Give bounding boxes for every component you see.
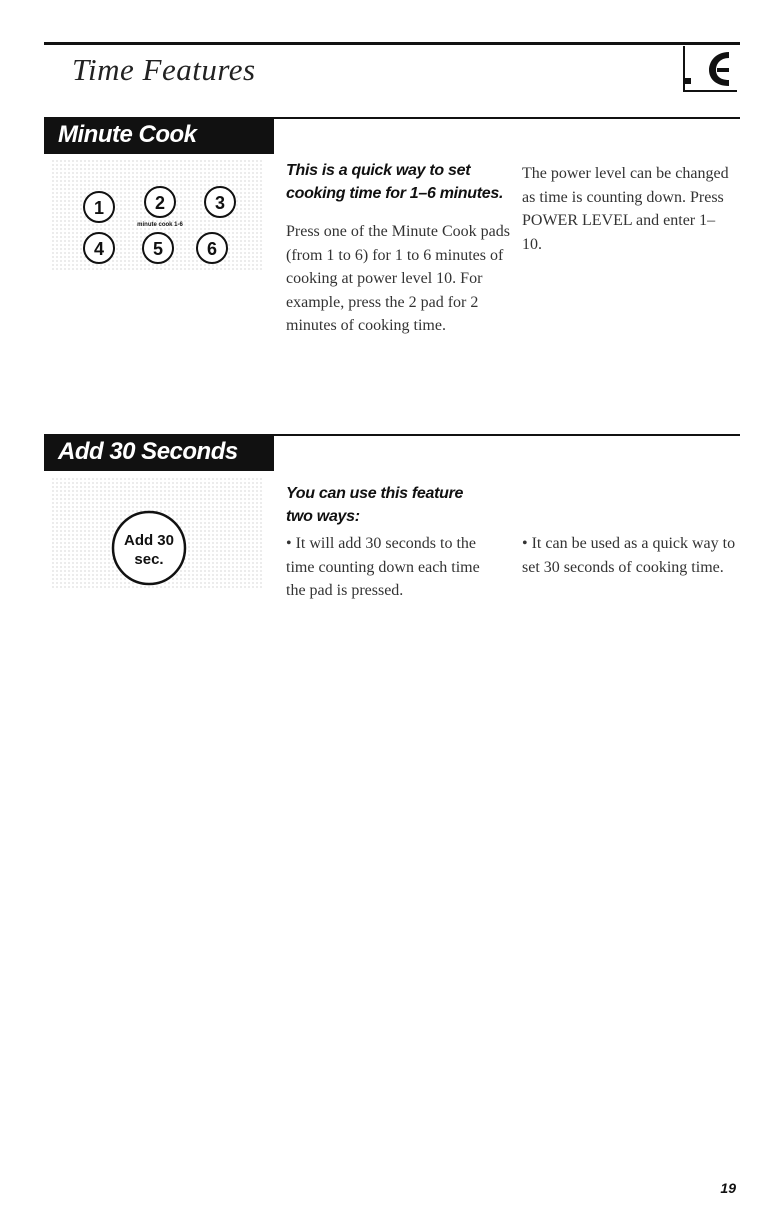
add-30-heading: You can use this feature two ways: — [286, 485, 464, 525]
minute-cook-side-note: The power level can be changed as time is counting down. Press POWER LEVEL and enter 1–10. — [522, 165, 729, 253]
add-30-seconds-button — [113, 512, 185, 584]
add-30-seconds-pad-graphic — [52, 478, 262, 593]
pad-3-button — [205, 187, 235, 217]
pad-4-button — [84, 233, 114, 263]
page-title: Time Features — [72, 52, 256, 87]
minute-cook-pads-graphic — [52, 160, 262, 275]
section-rule — [274, 434, 740, 436]
add-30-seconds-title: Add 30 Seconds — [58, 438, 238, 465]
add-30-seconds-band — [44, 434, 274, 471]
pad-5-button — [143, 233, 173, 263]
pad-6-button — [197, 233, 227, 263]
section-rule — [274, 117, 740, 119]
pad-caption: minute cook 1-6 — [137, 222, 183, 228]
minute-cook-title: Minute Cook — [58, 121, 197, 148]
page-number: 19 — [720, 1180, 736, 1196]
pad-4-label: 4 — [93, 239, 105, 259]
pad-1-button — [84, 192, 114, 222]
clock-icon — [683, 46, 737, 92]
pad-1-label: 1 — [93, 198, 105, 218]
pad-3-label: 3 — [214, 193, 226, 213]
minute-cook-heading: This is a quick way to set cooking time for 1–6 minutes. — [286, 162, 504, 202]
sec-label: sec. — [134, 551, 164, 568]
add-30-bullet-1: • It will add 30 seconds to the time counting down each time the pad is pressed. — [286, 535, 480, 599]
pad-2-label: 2 — [154, 193, 166, 213]
add-30-bullet-2: • It can be used as a quick way to set 30 seconds of cooking time. — [522, 535, 736, 576]
pad-2-button — [145, 187, 175, 217]
pad-6-label: 6 — [206, 239, 218, 259]
minute-cook-band — [44, 117, 274, 154]
pad-5-label: 5 — [152, 239, 164, 259]
add-30-label: Add 30 — [123, 532, 175, 549]
minute-cook-body: Press one of the Minute Cook pads (from 1 to 6) for 1 to 6 minutes of cooking at power level 10. For example, press the 2 pad for 2 minutes of cooking time. — [286, 223, 510, 334]
top-rule — [44, 42, 740, 45]
